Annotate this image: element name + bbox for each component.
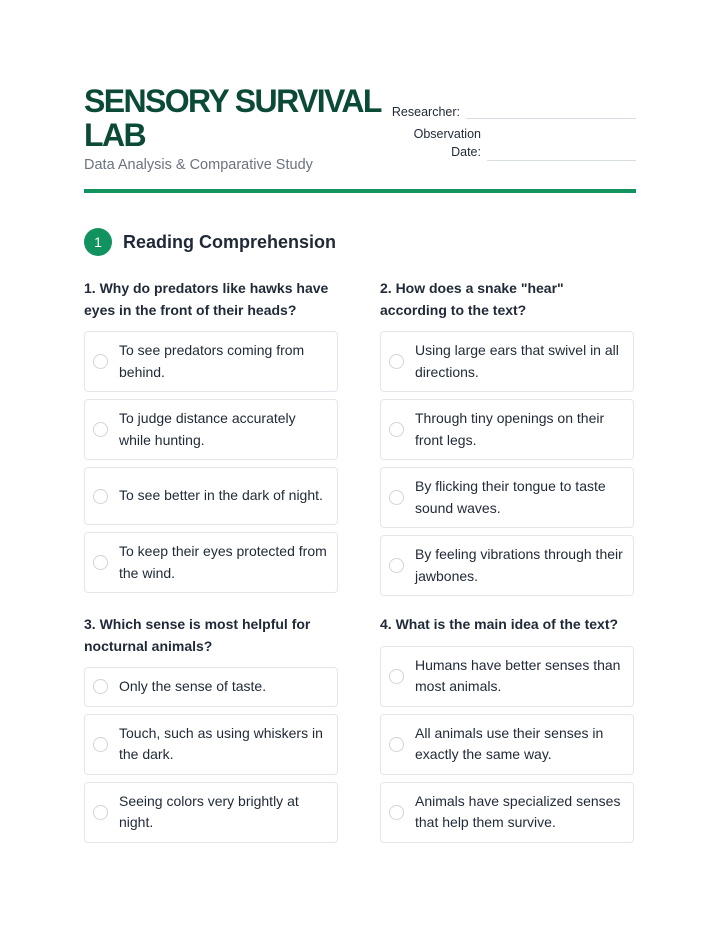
radio-circle-icon[interactable]: [389, 669, 404, 684]
answer-option[interactable]: [84, 399, 338, 460]
answer-option[interactable]: [380, 467, 634, 528]
researcher-field[interactable]: [466, 100, 636, 119]
observation-date-field[interactable]: [487, 142, 636, 161]
worksheet-page: [84, 0, 636, 830]
answer-option-label: To see better in the dark of night.: [119, 487, 323, 504]
question-text: 3. Which sense is most helpful for nocturnal animals?: [84, 616, 311, 654]
section-title: Reading Comprehension: [123, 231, 337, 252]
radio-circle-icon[interactable]: [93, 555, 108, 570]
answer-option[interactable]: [84, 467, 338, 525]
answer-option-label: Using large ears that swivel in all directions.: [415, 342, 619, 380]
observation-date-row: [386, 125, 636, 161]
question-text: 4. What is the main idea of the text?: [380, 616, 619, 632]
answer-option-label: Only the sense of taste.: [119, 678, 267, 694]
answer-options: [84, 667, 338, 843]
answer-option-label: By flicking their tongue to taste sound waves.: [415, 478, 606, 516]
observation-date-label: Observation Date:: [413, 127, 481, 159]
question-2: [380, 278, 634, 603]
question-text: 2. How does a snake "hear" according to the text?: [380, 280, 564, 318]
answer-option[interactable]: [380, 782, 634, 843]
answer-option[interactable]: [84, 667, 338, 707]
worksheet-title: SENSORY SURVIVAL LAB: [84, 83, 381, 153]
header-divider: [84, 189, 636, 193]
radio-circle-icon[interactable]: [389, 422, 404, 437]
answer-option-label: To keep their eyes protected from the wind.: [119, 543, 327, 581]
answer-option-label: By feeling vibrations through their jawbones.: [415, 546, 623, 584]
question-3: [84, 614, 338, 850]
researcher-info: [386, 100, 636, 161]
researcher-row: [386, 100, 636, 119]
answer-option-label: Touch, such as using whiskers in the dark.: [119, 724, 323, 762]
answer-option-label: Through tiny openings on their front legs.: [415, 410, 605, 448]
radio-circle-icon[interactable]: [93, 422, 108, 437]
answer-option[interactable]: [84, 714, 338, 775]
answer-option[interactable]: [84, 331, 338, 392]
radio-circle-icon[interactable]: [389, 805, 404, 820]
answer-option-label: Humans have better senses than most animals.: [415, 656, 621, 694]
section-number-badge: 1: [84, 228, 112, 256]
radio-circle-icon[interactable]: [93, 737, 108, 752]
radio-circle-icon[interactable]: [93, 805, 108, 820]
radio-circle-icon[interactable]: [389, 558, 404, 573]
radio-circle-icon[interactable]: [93, 489, 108, 504]
worksheet-header: [84, 0, 636, 176]
question-text: 1. Why do predators like hawks have eyes in the front of their heads?: [84, 280, 329, 318]
radio-circle-icon[interactable]: [389, 490, 404, 505]
radio-circle-icon[interactable]: [93, 354, 108, 369]
answer-options: [380, 646, 634, 843]
answer-option[interactable]: [84, 782, 338, 843]
question-4: [380, 614, 634, 850]
radio-circle-icon[interactable]: [389, 354, 404, 369]
question-1: [84, 278, 338, 600]
radio-circle-icon[interactable]: [389, 737, 404, 752]
answer-option[interactable]: [380, 714, 634, 775]
answer-options: [380, 331, 634, 596]
answer-option-label: To see predators coming from behind.: [119, 342, 305, 380]
answer-option-label: Animals have specialized senses that help them survive.: [415, 792, 621, 830]
researcher-label: Researcher:: [391, 105, 460, 119]
answer-option-label: To judge distance accurately while hunting.: [119, 410, 296, 448]
answer-option[interactable]: [380, 331, 634, 392]
answer-option-label: All animals use their senses in exactly the same way.: [415, 724, 604, 762]
answer-option[interactable]: [84, 532, 338, 593]
worksheet-subtitle: Data Analysis & Comparative Study: [84, 157, 313, 173]
radio-circle-icon[interactable]: [93, 679, 108, 694]
answer-option[interactable]: [380, 535, 634, 596]
section-heading: [84, 228, 336, 256]
answer-option[interactable]: [380, 399, 634, 460]
answer-option-label: Seeing colors very brightly at night.: [119, 792, 299, 830]
answer-options: [84, 331, 338, 593]
answer-option[interactable]: [380, 646, 634, 707]
